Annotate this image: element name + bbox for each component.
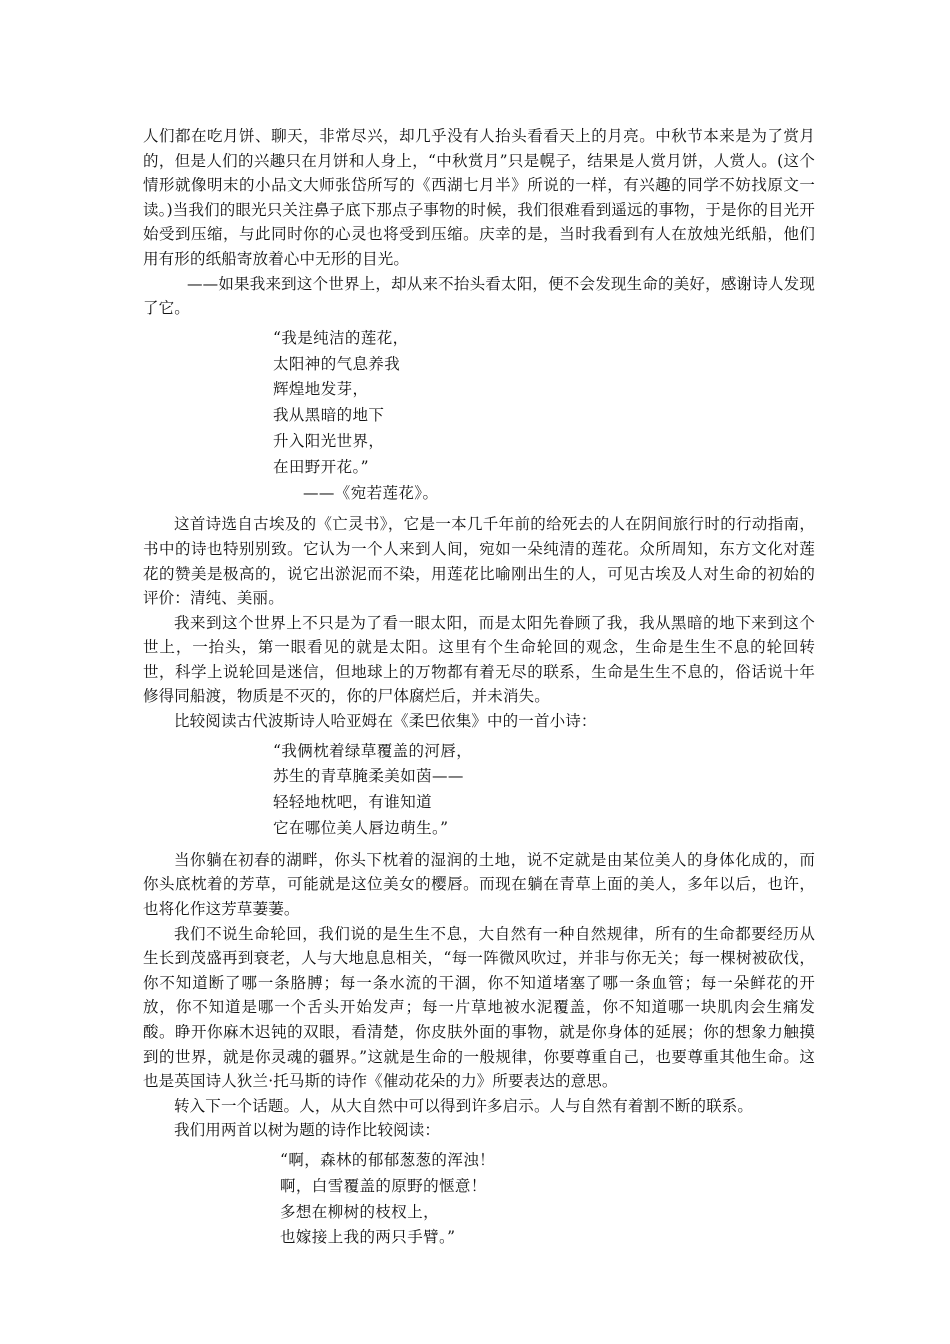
paragraph-tree-poems-intro: 我们用两首以树为题的诗作比较阅读： xyxy=(174,1121,441,1140)
poem-rubaiyat xyxy=(143,739,815,842)
document-page xyxy=(143,124,815,1257)
paragraph-mid-autumn: 人们都在吃月饼、聊天，非常尽兴，却几乎没有人抬头看看天上的月亮。中秋节本来是为了赏月的，但是人们的兴趣只在月饼和人身上，“中秋赏月”只是幌子，结果是人赏月饼，人赏人。(这个情形就像明末的小品文大师张岱所写的《西湖七月半》所说的一样，有兴趣的同学不妨找原文一读。)当我们的眼光只关注鼻子底下那点子事物的时候，我们很难看到遥远的事物，于是你的目光开始受到压缩，与此同时你的心灵也将受到压缩。庆幸的是，当时我看到有人在放烛光纸船，他们用有形的纸船寄放着心中无形的目光。 xyxy=(143,127,815,268)
poem-line: 啊，白雪覆盖的原野的惬意！ xyxy=(280,1176,487,1195)
paragraph-rubaiyat-intro: 比较阅读古代波斯诗人哈亚姆在《柔巴依集》中的一首小诗： xyxy=(174,712,597,731)
poem-line: 我从黑暗的地下 xyxy=(273,406,385,425)
poem-line: 多想在柳树的枝杈上， xyxy=(280,1202,440,1221)
poem-forest xyxy=(143,1148,815,1251)
paragraph-book-of-dead: 这首诗选自古埃及的《亡灵书》，它是一本几千年前的给死去的人在阴间旅行时的行动指南，书中的诗也特别别致。它认为一个人来到人间，宛如一朵纯清的莲花。众所周知，东方文化对莲花的赞美是极高的，说它出淤泥而不染，用莲花比喻刚出生的人，可见古埃及人对生命的初始的评价：清纯、美丽。 xyxy=(143,515,815,608)
poem-line: 苏生的青草腌柔美如茵—— xyxy=(273,767,464,786)
poem-source: ——《宛若莲花》。 xyxy=(303,483,439,502)
paragraph-next-topic: 转入下一个话题。人，从大自然中可以得到许多启示。人与自然有着割不断的联系。 xyxy=(174,1096,754,1115)
paragraph-lake-shore: 当你躺在初春的湖畔，你头下枕着的湿润的土地，说不定就是由某位美人的身体化成的，而你头底枕着的芳草，可能就是这位美女的樱唇。而现在躺在青草上面的美人，多年以后，也许，也将化作这芳草萋萋。 xyxy=(143,850,815,919)
poem-line: 辉煌地发芽， xyxy=(273,380,369,399)
poem-line: 升入阳光世界， xyxy=(273,431,385,450)
paragraph-life-law: 我们不说生命轮回，我们说的是生生不息，大自然有一种自然规律，所有的生命都要经历从生长到茂盛再到衰老，人与大地息息相关，“每一阵微风吹过，并非与你无关；每一棵树被砍伐，你不知道断了哪一条胳膊；每一条水流的干涸，你不知道堵塞了哪一条血管；每一朵鲜花的开放，你不知道是哪一个舌头开始发声；每一片草地被水泥覆盖，你不知道哪一块肌肉会生痛发酸。睁开你麻木迟钝的双眼，看清楚，你皮肤外面的事物，就是你身体的延展；你的想象力触摸到的世界，就是你灵魂的疆界。”这就是生命的一般规律，你要尊重自己，也要尊重其他生命。这也是英国诗人狄兰·托马斯的诗作《催动花朵的力》所要表达的意思。 xyxy=(143,924,815,1091)
poem-line: “啊，森林的郁郁葱葱的浑浊！ xyxy=(280,1150,496,1169)
poem-line: 在田野开花。” xyxy=(273,457,369,476)
paragraph-sun-reflection: ——如果我来到这个世界上，却从来不抬头看太阳，便不会发现生命的美好，感谢诗人发现了它。 xyxy=(143,274,815,318)
poem-line: 轻轻地枕吧，有谁知道 xyxy=(273,793,433,812)
poem-line: 也嫁接上我的两只手臂。” xyxy=(280,1228,456,1247)
poem-line: “我俩枕着绿草覆盖的河唇， xyxy=(273,741,473,760)
poem-lotus xyxy=(143,326,815,507)
poem-line: 太阳神的气息养我 xyxy=(273,354,401,373)
poem-line: “我是纯洁的莲花， xyxy=(273,328,409,347)
poem-line: 它在哪位美人唇边萌生。” xyxy=(273,819,449,838)
paragraph-reincarnation: 我来到这个世界上不只是为了看一眼太阳，而是太阳先眷顾了我，我从黑暗的地下来到这个世上，一抬头，第一眼看见的就是太阳。这里有个生命轮回的观念，生命是生生不息的轮回转世，科学上说轮回是迷信，但地球上的万物都有着无尽的联系，生命是生生不息的，俗话说十年修得同船渡，物质是不灭的，你的尸体腐烂后，并未消失。 xyxy=(143,613,815,706)
